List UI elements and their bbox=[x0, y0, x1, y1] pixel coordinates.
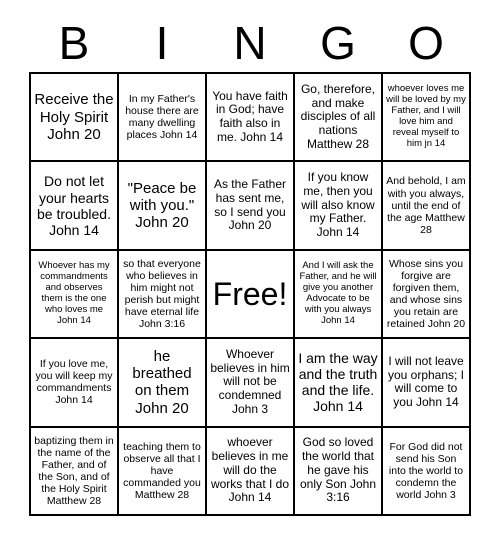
bingo-cell-r4c5[interactable]: I will not leave you orphans; I will come to you John 14 bbox=[382, 338, 470, 426]
bingo-cell-r4c1[interactable]: If you love me, you will keep my commandments John 14 bbox=[30, 338, 118, 426]
header-letter-g: G bbox=[320, 17, 356, 69]
bingo-cell-r1c3[interactable]: You have faith in God; have faith also in me. John 14 bbox=[206, 73, 294, 161]
bingo-cell-r5c4[interactable]: God so loved the world that he gave his only Son John 3:16 bbox=[294, 427, 382, 515]
bingo-cell-r4c2[interactable]: he breathed on them John 20 bbox=[118, 338, 206, 426]
bingo-cell-r5c3[interactable]: whoever believes in me will do the works that I do John 14 bbox=[206, 427, 294, 515]
bingo-cell-r1c4[interactable]: Go, therefore, and make disciples of all nations Matthew 28 bbox=[294, 73, 382, 161]
header-letter-o: O bbox=[408, 17, 444, 69]
header-letter-i: I bbox=[155, 17, 169, 69]
bingo-cell-r2c4[interactable]: If you know me, then you will also know my Father. John 14 bbox=[294, 161, 382, 249]
bingo-cell-r4c3[interactable]: Whoever believes in him will not be condemned John 3 bbox=[206, 338, 294, 426]
bingo-cell-r3c4[interactable]: And I will ask the Father, and he will give you another Advocate to be with you always John 14 bbox=[294, 250, 382, 338]
bingo-cell-r3c5[interactable]: Whose sins you forgive are forgiven them, and whose sins you retain are retained John 20 bbox=[382, 250, 470, 338]
header-letter-b: B bbox=[58, 17, 90, 69]
bingo-cell-r1c5[interactable]: whoever loves me will be loved by my Father, and I will love him and reveal myself to him jn 14 bbox=[382, 73, 470, 161]
bingo-cell-r2c3[interactable]: As the Father has sent me, so I send you John 20 bbox=[206, 161, 294, 249]
bingo-cell-r3c1[interactable]: Whoever has my commandments and observes them is the one who loves me John 14 bbox=[30, 250, 118, 338]
bingo-grid bbox=[29, 72, 471, 516]
bingo-cell-r5c2[interactable]: teaching them to observe all that I have commanded you Matthew 28 bbox=[118, 427, 206, 515]
bingo-cell-r2c1[interactable]: Do not let your hearts be troubled. John 14 bbox=[30, 161, 118, 249]
bingo-cell-r5c5[interactable]: For God did not send his Son into the world to condemn the world John 3 bbox=[382, 427, 470, 515]
bingo-cell-free[interactable]: Free! bbox=[206, 250, 294, 338]
bingo-cell-r2c2[interactable]: "Peace be with you." John 20 bbox=[118, 161, 206, 249]
bingo-cell-r1c1[interactable]: Receive the Holy Spirit John 20 bbox=[30, 73, 118, 161]
bingo-cell-r1c2[interactable]: In my Father's house there are many dwelling places John 14 bbox=[118, 73, 206, 161]
bingo-cell-r5c1[interactable]: baptizing them in the name of the Father, and of the Son, and of the Holy Spirit Matthew 28 bbox=[30, 427, 118, 515]
bingo-cell-r2c5[interactable]: And behold, I am with you always, until the end of the age Matthew 28 bbox=[382, 161, 470, 249]
bingo-cell-r3c2[interactable]: so that everyone who believes in him might not perish but might have eternal life John 3:16 bbox=[118, 250, 206, 338]
bingo-cell-r4c4[interactable]: I am the way and the truth and the life. John 14 bbox=[294, 338, 382, 426]
bingo-header bbox=[30, 14, 470, 72]
header-letter-n: N bbox=[233, 17, 267, 69]
